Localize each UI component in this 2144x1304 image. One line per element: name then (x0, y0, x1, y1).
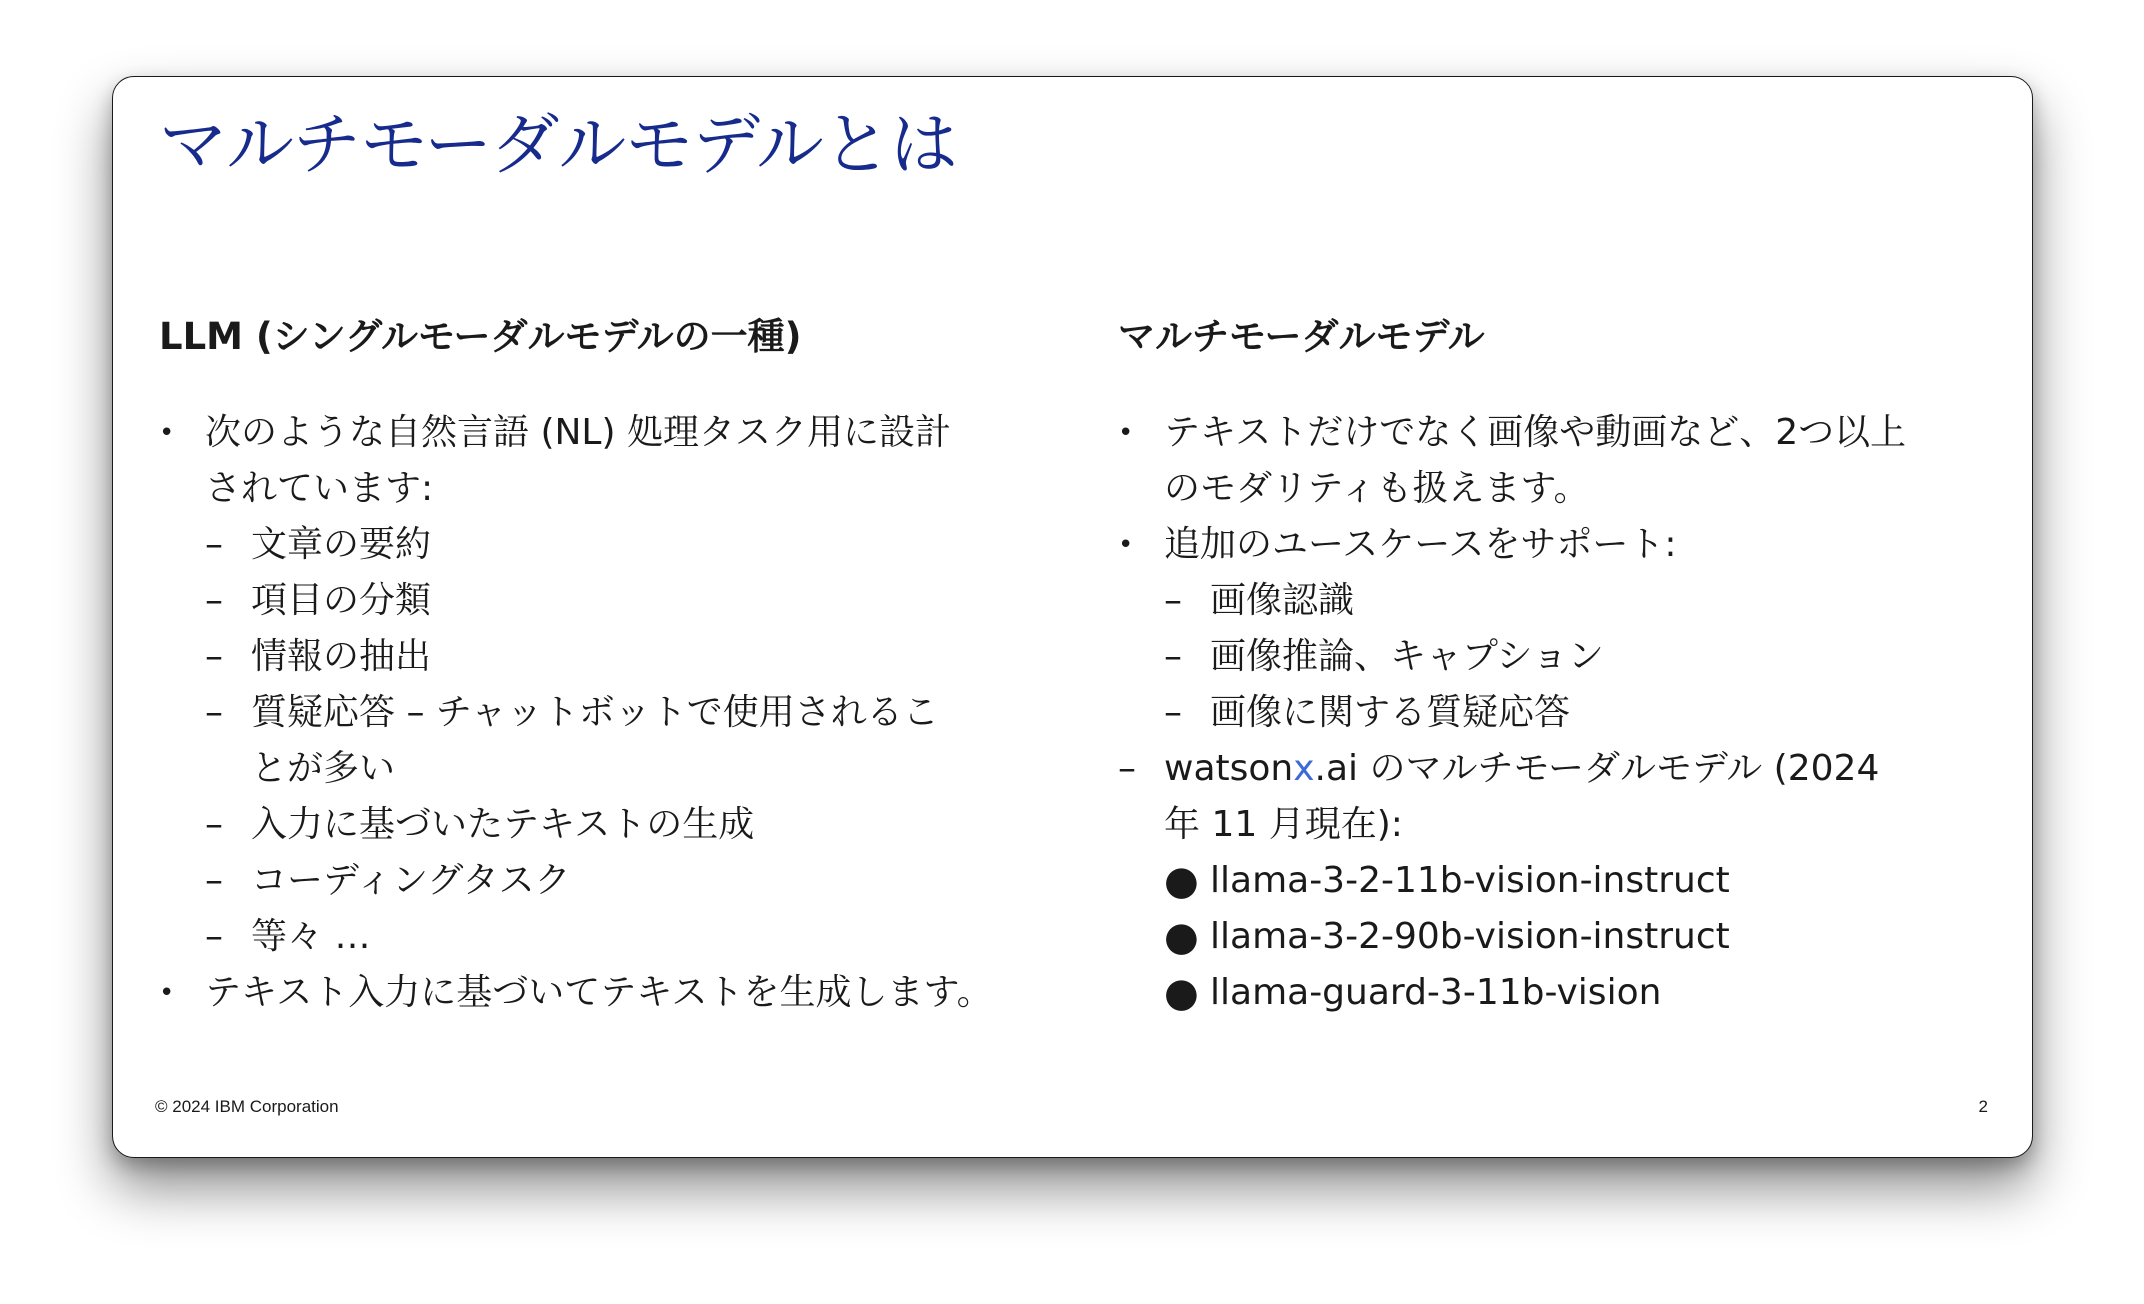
model-name: llama-3-2-11b-vision-instruct (1210, 860, 1730, 901)
sub-item-text: 等々 … (251, 916, 371, 957)
sub-item-text: 画像に関する質疑応答 (1210, 692, 1571, 733)
dot-marker: ● (1164, 914, 1199, 960)
model-item (1118, 909, 1998, 965)
sub-item-continuation (159, 741, 1059, 797)
dash-marker: – (205, 692, 223, 733)
bullet-text: 追加のユースケースをサポート: (1164, 524, 1677, 565)
bullet-text: のモダリティも扱えます。 (1164, 468, 1590, 509)
sub-item-text: 項目の分類 (251, 580, 432, 621)
model-item (1118, 965, 1998, 1021)
sub-item-text: コーディングタスク (251, 860, 571, 901)
sub-item-text: 文章の要約 (251, 524, 432, 565)
bullet-text: テキスト入力に基づいてテキストを生成します。 (205, 972, 993, 1013)
sub-item (1118, 685, 1998, 741)
sub-item (159, 685, 1059, 741)
dot-marker: ● (1164, 970, 1199, 1016)
watsonx-date-text: 年 11 月現在): (1164, 804, 1403, 845)
sub-item (159, 853, 1059, 909)
slide-title: マルチモーダルモデルとは (159, 106, 957, 185)
slide (112, 76, 2033, 1158)
sub-item (159, 517, 1059, 573)
dash-marker: – (1164, 580, 1182, 621)
dash-marker: – (1118, 748, 1136, 789)
bullet-item (159, 965, 1059, 1021)
bullet-item (159, 405, 1059, 461)
dash-marker: – (1164, 692, 1182, 733)
dot-marker: ● (1164, 858, 1199, 904)
bullet-marker: • (1118, 418, 1134, 448)
sub-item-text: 情報の抽出 (251, 636, 432, 677)
bullet-text: テキストだけでなく画像や動画など、2つ以上 (1164, 412, 1907, 453)
dash-marker: – (205, 916, 223, 957)
dash-marker: – (205, 804, 223, 845)
sub-item-text: 画像推論、キャプション (1210, 636, 1604, 677)
dash-marker: – (205, 860, 223, 901)
sub-item-text: 画像認識 (1210, 580, 1355, 621)
bullet-item-continuation (159, 461, 1059, 517)
watsonx-prefix: watson (1164, 748, 1294, 789)
bullet-text: 次のような自然言語 (NL) 処理タスク用に設計 (205, 412, 951, 453)
model-name: llama-guard-3-11b-vision (1210, 972, 1662, 1013)
sub-item (1118, 573, 1998, 629)
bullet-item (1118, 405, 1998, 461)
bullet-marker: • (159, 418, 175, 448)
sub-item (1118, 629, 1998, 685)
watsonx-accent-letter: x (1293, 748, 1315, 789)
left-column (159, 309, 1059, 1021)
bullet-text: されています: (205, 468, 434, 509)
page-number: 2 (1978, 1097, 1988, 1116)
sub-item (159, 909, 1059, 965)
model-item (1118, 853, 1998, 909)
bullet-marker: • (159, 978, 175, 1008)
sub-item (159, 797, 1059, 853)
sub-item-text: 入力に基づいたテキストの生成 (251, 804, 755, 845)
watsonx-suffix: .ai のマルチモーダルモデル (2024 (1314, 748, 1880, 789)
right-column (1118, 309, 1998, 1021)
sub-item-text: 質疑応答 – チャットボットで使用されるこ (251, 692, 939, 733)
watsonx-item-continuation (1118, 797, 1998, 853)
left-column-heading: LLM (シングルモーダルモデルの一種) (159, 315, 802, 358)
model-name: llama-3-2-90b-vision-instruct (1210, 916, 1730, 957)
sub-item-text: とが多い (251, 748, 396, 789)
dash-marker: – (205, 636, 223, 677)
bullet-item-continuation (1118, 461, 1998, 517)
watsonx-item (1118, 741, 1998, 797)
dash-marker: – (205, 580, 223, 621)
dash-marker: – (1164, 636, 1182, 677)
copyright-footer: © 2024 IBM Corporation (155, 1097, 339, 1116)
bullet-item (1118, 517, 1998, 573)
right-column-heading: マルチモーダルモデル (1118, 315, 1485, 358)
bullet-marker: • (1118, 530, 1134, 560)
dash-marker: – (205, 524, 223, 565)
sub-item (159, 629, 1059, 685)
sub-item (159, 573, 1059, 629)
